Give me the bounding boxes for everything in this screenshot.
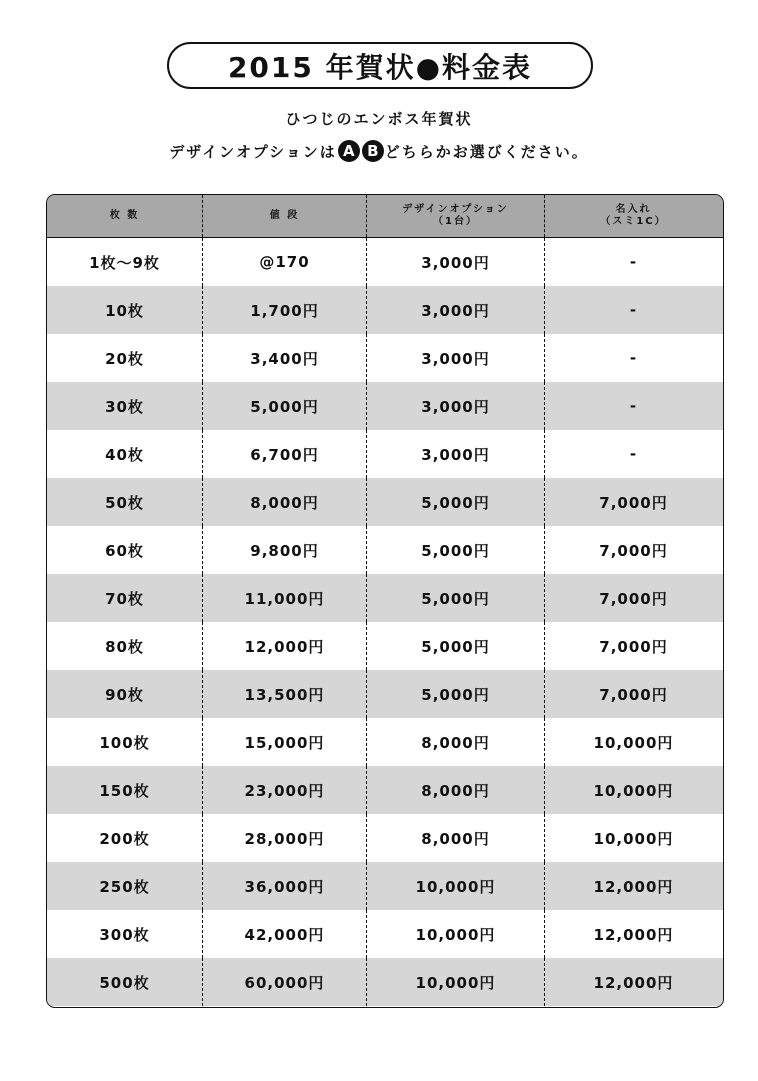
- price-cell: 6,700円: [203, 430, 367, 478]
- name-print-cell: -: [629, 301, 638, 319]
- option-a-badge: A: [338, 140, 360, 162]
- quantity-cell: 250枚: [47, 862, 203, 910]
- price-cell: 5,000円: [203, 382, 367, 430]
- quantity-cell: 90枚: [47, 670, 203, 718]
- quantity-cell: 30枚: [47, 382, 203, 430]
- price-cell: 11,000円: [203, 574, 367, 622]
- design-option-cell: 8,000円: [367, 766, 545, 814]
- table-header: [47, 195, 723, 238]
- table-row: [47, 574, 723, 622]
- price-table: [46, 194, 724, 1008]
- name-print-cell: -: [629, 253, 638, 271]
- design-option-cell: 3,000円: [367, 286, 545, 334]
- price-cell: 15,000円: [203, 718, 367, 766]
- table-row: [47, 766, 723, 814]
- design-option-cell: 5,000円: [367, 670, 545, 718]
- table-body: [47, 238, 723, 1006]
- page-title: 2015 年賀状●料金表: [167, 42, 593, 89]
- quantity-cell: 50枚: [47, 478, 203, 526]
- table-row: [47, 670, 723, 718]
- header-design-option: [367, 195, 545, 237]
- quantity-cell: 150枚: [47, 766, 203, 814]
- design-option-cell: 10,000円: [367, 958, 545, 1006]
- design-option-cell: 10,000円: [367, 862, 545, 910]
- table-row: [47, 958, 723, 1006]
- quantity-cell: 40枚: [47, 430, 203, 478]
- header-name-print-label: 名入れ: [615, 204, 652, 215]
- price-cell: @170: [203, 238, 367, 286]
- subtitle-product: ひつじのエンボス年賀状: [285, 110, 473, 128]
- name-print-cell: 10,000円: [593, 733, 674, 752]
- quantity-cell: 500枚: [47, 958, 203, 1006]
- price-cell: 3,400円: [203, 334, 367, 382]
- header-quantity: [47, 195, 203, 237]
- design-option-cell: 5,000円: [367, 574, 545, 622]
- name-print-cell: 7,000円: [599, 589, 668, 608]
- name-print-cell: 7,000円: [599, 493, 668, 512]
- table-row: [47, 382, 723, 430]
- header-name-print-sub: （スミ1C）: [600, 216, 667, 227]
- name-print-cell: 7,000円: [599, 541, 668, 560]
- quantity-cell: 80枚: [47, 622, 203, 670]
- design-option-cell: 5,000円: [367, 478, 545, 526]
- subtitle-instructions: [0, 140, 758, 162]
- name-print-cell: -: [629, 397, 638, 415]
- name-print-cell: 7,000円: [599, 685, 668, 704]
- quantity-cell: 70枚: [47, 574, 203, 622]
- design-option-cell: 5,000円: [367, 526, 545, 574]
- table-row: [47, 526, 723, 574]
- name-print-cell: -: [629, 445, 638, 463]
- header-price: [203, 195, 367, 237]
- header-price-label: 値 段: [269, 210, 300, 221]
- subtitle-prefix: デザインオプションは: [169, 142, 337, 161]
- design-option-cell: 5,000円: [367, 622, 545, 670]
- quantity-cell: 20枚: [47, 334, 203, 382]
- price-cell: 1,700円: [203, 286, 367, 334]
- design-option-cell: 3,000円: [367, 334, 545, 382]
- quantity-cell: 1枚〜9枚: [47, 238, 203, 286]
- price-cell: 9,800円: [203, 526, 367, 574]
- table-row: [47, 622, 723, 670]
- subtitle-suffix: どちらかお選びください。: [384, 142, 589, 161]
- option-b-badge: B: [362, 140, 384, 162]
- quantity-cell: 60枚: [47, 526, 203, 574]
- name-print-cell: 10,000円: [593, 829, 674, 848]
- header-design-option-sub: （1台）: [433, 216, 478, 227]
- quantity-cell: 200枚: [47, 814, 203, 862]
- table-row: [47, 238, 723, 286]
- header-quantity-label: 枚 数: [109, 210, 140, 221]
- price-cell: 23,000円: [203, 766, 367, 814]
- table-row: [47, 334, 723, 382]
- design-option-cell: 3,000円: [367, 238, 545, 286]
- price-cell: 60,000円: [203, 958, 367, 1006]
- name-print-cell: -: [629, 349, 638, 367]
- design-option-cell: 8,000円: [367, 718, 545, 766]
- design-option-cell: 8,000円: [367, 814, 545, 862]
- quantity-cell: 300枚: [47, 910, 203, 958]
- name-print-cell: 12,000円: [593, 877, 674, 896]
- price-cell: 36,000円: [203, 862, 367, 910]
- quantity-cell: 10枚: [47, 286, 203, 334]
- quantity-cell: 100枚: [47, 718, 203, 766]
- table-row: [47, 862, 723, 910]
- price-cell: 28,000円: [203, 814, 367, 862]
- price-cell: 8,000円: [203, 478, 367, 526]
- design-option-cell: 10,000円: [367, 910, 545, 958]
- table-row: [47, 910, 723, 958]
- price-cell: 13,500円: [203, 670, 367, 718]
- name-print-cell: 7,000円: [599, 637, 668, 656]
- table-row: [47, 286, 723, 334]
- table-row: [47, 478, 723, 526]
- header-design-option-label: デザインオプション: [402, 204, 509, 215]
- table-row: [47, 718, 723, 766]
- name-print-cell: 12,000円: [593, 973, 674, 992]
- header-name-print: [545, 195, 722, 237]
- name-print-cell: 12,000円: [593, 925, 674, 944]
- price-cell: 42,000円: [203, 910, 367, 958]
- table-row: [47, 430, 723, 478]
- design-option-cell: 3,000円: [367, 430, 545, 478]
- name-print-cell: 10,000円: [593, 781, 674, 800]
- design-option-cell: 3,000円: [367, 382, 545, 430]
- table-row: [47, 814, 723, 862]
- price-cell: 12,000円: [203, 622, 367, 670]
